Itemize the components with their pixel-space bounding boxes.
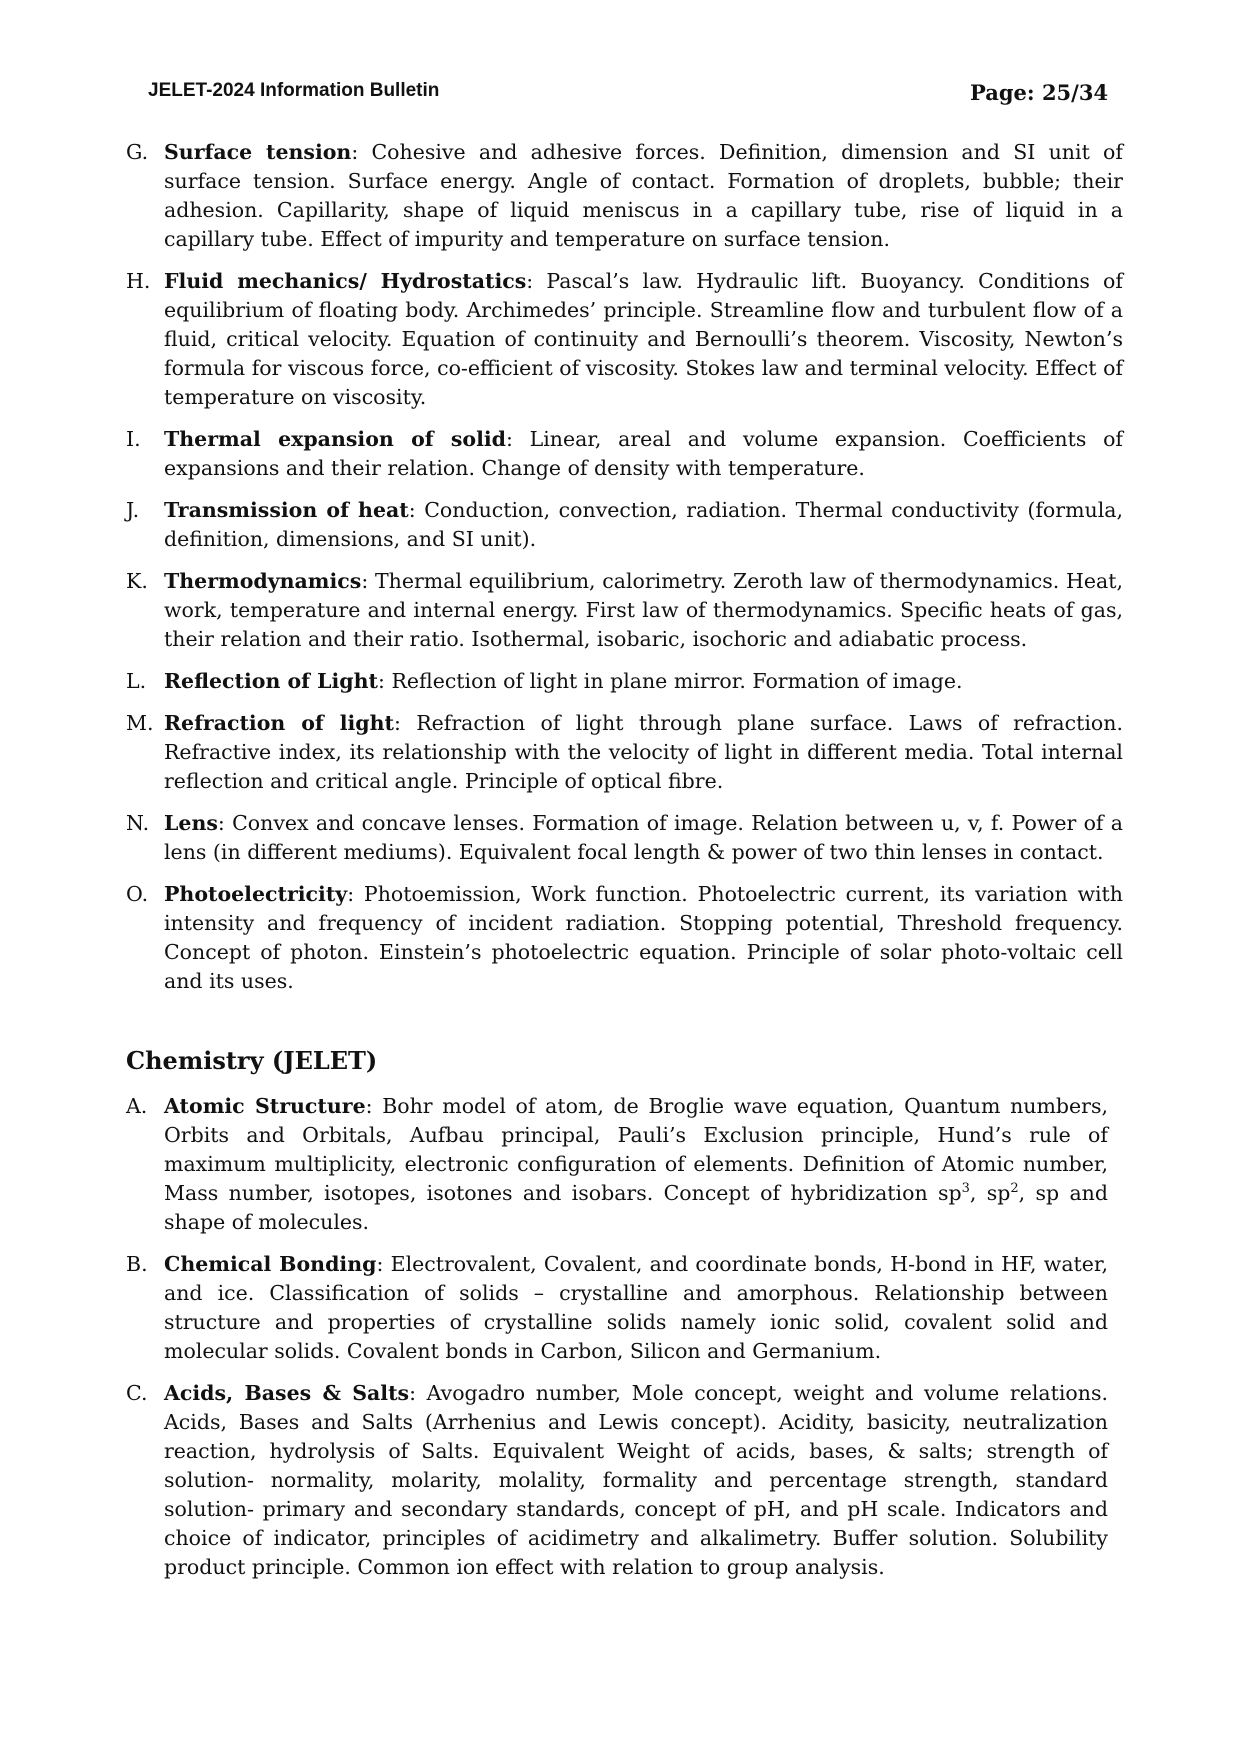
topic-letter: K. (126, 569, 148, 593)
superscript: 3 (961, 1181, 970, 1197)
topic-item (126, 809, 1123, 867)
topic-letter: H. (126, 269, 151, 293)
topic-heading: Transmission of heat (164, 498, 409, 522)
topic-description-continued: , sp (969, 1181, 1011, 1205)
topic-heading: Reflection of Light (164, 669, 379, 693)
topic-letter: G. (126, 140, 149, 164)
chemistry-section-title: Chemistry (JELET) (126, 1046, 378, 1075)
topic-letter: I. (126, 427, 141, 451)
topic-letter: J. (126, 498, 140, 522)
topic-description: : Refraction of light through plane surface. Laws of refraction. Refractive index, its relationship with the velocity of light in different media. Total internal reflection and critical angle. Principle of optical fibre. (164, 711, 1123, 793)
topic-letter: N. (126, 811, 150, 835)
topic-letter: C. (126, 1381, 148, 1405)
topic-description: : Photoemission, Work function. Photoelectric current, its variation with intensity and frequency of incident radiation. Stopping potential, Threshold frequency. Concept of photon. Einstein’s photoelectric equation. Principle of solar photo-voltaic cell and its uses. (164, 882, 1123, 993)
topic-description: : Pascal’s law. Hydraulic lift. Buoyancy. Conditions of equilibrium of floating body. Archimedes’ principle. Streamline flow and turbulent flow of a fluid, critical velocity. Equation of continuity and Bernoulli’s theorem. Viscosity, Newton’s formula for viscous force, co-efficient of viscosity. Stokes law and terminal velocity. Effect of temperature on viscosity. (164, 269, 1123, 409)
topic-description-end: , sp and shape of molecules. (164, 1181, 1108, 1234)
topic-item (126, 1250, 1108, 1366)
topic-heading: Lens (164, 811, 218, 835)
topic-description: : Electrovalent, Covalent, and coordinate bonds, H-bond in HF, water, and ice. Classification of solids – crystalline and amorphous. Relationship between structure and properties of crystalline solids namely ionic solid, covalent solid and molecular solids. Covalent bonds in Carbon, Silicon and Germanium. (164, 1252, 1108, 1363)
page-number: Page: 25/34 (970, 80, 1109, 105)
topic-letter: M. (126, 711, 154, 735)
chemistry-topic-list (126, 1092, 1108, 1595)
topic-description: : Convex and concave lenses. Formation of image. Relation between u, v, f. Power of a lens (in different mediums). Equivalent focal length & power of two thin lenses in contact. (164, 811, 1123, 864)
topic-item (126, 267, 1123, 412)
topic-description: : Reflection of light in plane mirror. Formation of image. (378, 669, 963, 693)
physics-topic-list (126, 138, 1123, 1009)
topic-heading: Photoelectricity (164, 882, 348, 906)
topic-heading: Acids, Bases & Salts (164, 1381, 410, 1405)
topic-item (126, 425, 1123, 483)
topic-heading: Fluid mechanics/ Hydrostatics (164, 269, 527, 293)
topic-item (126, 1379, 1108, 1582)
topic-heading: Chemical Bonding (164, 1252, 377, 1276)
topic-letter: A. (126, 1094, 148, 1118)
topic-item (126, 880, 1123, 996)
topic-item (126, 496, 1123, 554)
topic-heading: Surface tension (164, 140, 352, 164)
topic-heading: Atomic Structure (164, 1094, 366, 1118)
topic-item (126, 709, 1123, 796)
topic-heading: Thermal expansion of solid (164, 427, 507, 451)
topic-description: : Thermal equilibrium, calorimetry. Zeroth law of thermodynamics. Heat, work, temperature and internal energy. First law of thermodynamics. Specific heats of gas, their relation and their ratio. Isothermal, isobaric, isochoric and adiabatic process. (164, 569, 1123, 651)
topic-item (126, 1092, 1108, 1237)
bulletin-title: JELET-2024 Information Bulletin (148, 80, 440, 101)
topic-description: : Cohesive and adhesive forces. Definition, dimension and SI unit of surface tension. Surface energy. Angle of contact. Formation of droplets, bubble; their adhesion. Capillarity, shape of liquid meniscus in a capillary tube, rise of liquid in a capillary tube. Effect of impurity and temperature on surface tension. (164, 140, 1123, 251)
topic-description: : Avogadro number, Mole concept, weight and volume relations. Acids, Bases and Salts (Arrhenius and Lewis concept). Acidity, basicity, neutralization reaction, hydrolysis of Salts. Equivalent Weight of acids, bases, & salts; strength of solution- normality, molarity, molality, formality and percentage strength, standard solution- primary and secondary standards, concept of pH, and pH scale. Indicators and choice of indicator, principles of acidimetry and alkalimetry. Buffer solution. Solubility product principle. Common ion effect with relation to group analysis. (164, 1381, 1108, 1579)
topic-letter: B. (126, 1252, 148, 1276)
superscript: 2 (1010, 1181, 1019, 1197)
topic-description: : Conduction, convection, radiation. Thermal conductivity (formula, definition, dimensions, and SI unit). (164, 498, 1124, 551)
topic-heading: Thermodynamics (164, 569, 362, 593)
topic-description: : Bohr model of atom, de Broglie wave equation, Quantum numbers, Orbits and Orbitals, Aufbau principal, Pauli’s Exclusion principle, Hund’s rule of maximum multiplicity, electronic configuration of elements. Definition of Atomic number, Mass number, isotopes, isotones and isobars. Concept of hybridization sp (164, 1094, 1108, 1205)
topic-item (126, 138, 1123, 254)
topic-letter: O. (126, 882, 149, 906)
topic-heading: Refraction of light (164, 711, 394, 735)
topic-item (126, 667, 1123, 696)
topic-item (126, 567, 1123, 654)
topic-description: : Linear, areal and volume expansion. Coefficients of expansions and their relation. Change of density with temperature. (164, 427, 1124, 480)
topic-letter: L. (126, 669, 147, 693)
